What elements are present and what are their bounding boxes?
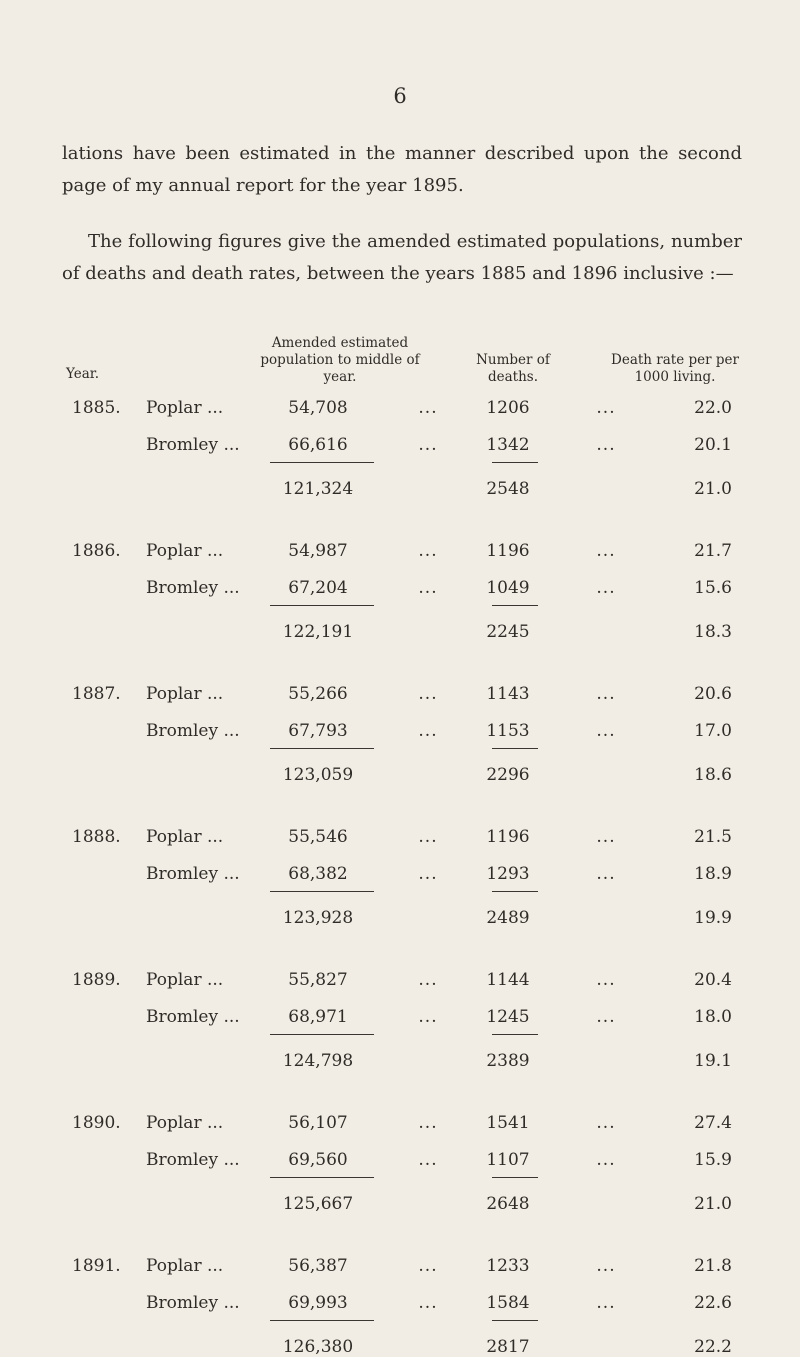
sum-rule [492, 605, 538, 606]
deaths-value: 1206 [486, 398, 530, 418]
leader-dots: ... [418, 684, 438, 704]
total-population: 123,059 [282, 765, 354, 785]
death-rate-value: 17.0 [694, 721, 732, 741]
leader-dots: ... [418, 1150, 438, 1170]
total-population: 124,798 [282, 1051, 354, 1071]
total-population: 125,667 [282, 1194, 354, 1214]
deaths-value: 1541 [486, 1113, 530, 1133]
year-label: 1891. [72, 1256, 121, 1276]
leader-dots: ... [596, 721, 616, 741]
population-value: 55,266 [288, 684, 348, 704]
year-label: 1888. [72, 827, 121, 847]
leader-dots: ... [418, 541, 438, 561]
sum-rule [492, 1177, 538, 1178]
deaths-value: 1342 [486, 435, 530, 455]
district-name: Bromley ... [146, 864, 240, 884]
district-name: Poplar ... [146, 1256, 224, 1276]
district-name: Poplar ... [146, 827, 224, 847]
leader-dots: ... [418, 398, 438, 418]
total-deaths: 2489 [486, 908, 530, 928]
population-value: 55,546 [288, 827, 348, 847]
leader-dots: ... [596, 435, 616, 455]
death-rate-value: 27.4 [694, 1113, 732, 1133]
population-value: 67,204 [288, 578, 348, 598]
leader-dots: ... [418, 1007, 438, 1027]
header-year: Year. [66, 366, 100, 382]
total-death-rate: 21.0 [694, 479, 732, 499]
year-label: 1889. [72, 970, 121, 990]
death-rate-value: 22.0 [694, 398, 732, 418]
death-rate-value: 18.9 [694, 864, 732, 884]
leader-dots: ... [596, 398, 616, 418]
deaths-value: 1293 [486, 864, 530, 884]
sum-rule [270, 1320, 374, 1321]
deaths-value: 1107 [486, 1150, 530, 1170]
population-value: 54,708 [288, 398, 348, 418]
leader-dots: ... [418, 1256, 438, 1276]
sum-rule [492, 748, 538, 749]
leader-dots: ... [596, 1113, 616, 1133]
death-rate-value: 15.9 [694, 1150, 732, 1170]
deaths-value: 1143 [486, 684, 530, 704]
population-value: 54,987 [288, 541, 348, 561]
death-rate-value: 20.1 [694, 435, 732, 455]
population-value: 56,387 [288, 1256, 348, 1276]
district-name: Poplar ... [146, 541, 224, 561]
total-death-rate: 19.9 [694, 908, 732, 928]
year-label: 1887. [72, 684, 121, 704]
leader-dots: ... [596, 684, 616, 704]
total-deaths: 2245 [486, 622, 530, 642]
leader-dots: ... [418, 578, 438, 598]
district-name: Poplar ... [146, 1113, 224, 1133]
total-deaths: 2817 [486, 1337, 530, 1357]
leader-dots: ... [596, 1007, 616, 1027]
deaths-value: 1233 [486, 1256, 530, 1276]
total-population: 121,324 [282, 479, 354, 499]
table-intro-paragraph: The following figures give the amended estimated populations, number of deaths and death rates, between the years 1885 and 1896 inclusive :— [62, 231, 742, 284]
sum-rule [270, 1177, 374, 1178]
death-rate-value: 20.6 [694, 684, 732, 704]
deaths-value: 1245 [486, 1007, 530, 1027]
leader-dots: ... [596, 1293, 616, 1313]
death-rate-value: 15.6 [694, 578, 732, 598]
population-value: 69,993 [288, 1293, 348, 1313]
death-rate-value: 22.6 [694, 1293, 732, 1313]
district-name: Bromley ... [146, 721, 240, 741]
population-value: 69,560 [288, 1150, 348, 1170]
population-value: 67,793 [288, 721, 348, 741]
total-population: 126,380 [282, 1337, 354, 1357]
population-value: 56,107 [288, 1113, 348, 1133]
deaths-value: 1584 [486, 1293, 530, 1313]
header-population: Amended estimated population to middle of year. [260, 335, 420, 385]
deaths-value: 1196 [486, 541, 530, 561]
deaths-value: 1196 [486, 827, 530, 847]
population-value: 55,827 [288, 970, 348, 990]
total-population: 122,191 [282, 622, 354, 642]
leader-dots: ... [418, 1113, 438, 1133]
leader-dots: ... [596, 1256, 616, 1276]
total-population: 123,928 [282, 908, 354, 928]
district-name: Bromley ... [146, 1293, 240, 1313]
deaths-value: 1153 [486, 721, 530, 741]
district-name: Bromley ... [146, 1150, 240, 1170]
year-label: 1890. [72, 1113, 121, 1133]
leader-dots: ... [418, 1293, 438, 1313]
leader-dots: ... [596, 970, 616, 990]
district-name: Bromley ... [146, 1007, 240, 1027]
year-label: 1885. [72, 398, 121, 418]
total-deaths: 2648 [486, 1194, 530, 1214]
district-name: Poplar ... [146, 398, 224, 418]
leader-dots: ... [596, 578, 616, 598]
district-name: Poplar ... [146, 970, 224, 990]
total-deaths: 2548 [486, 479, 530, 499]
intro-paragraph: lations have been estimated in the manner described upon the second page of my annual report for the year 1895. [62, 143, 742, 196]
sum-rule [270, 748, 374, 749]
population-value: 68,971 [288, 1007, 348, 1027]
leader-dots: ... [418, 435, 438, 455]
district-name: Bromley ... [146, 578, 240, 598]
header-deaths: Number of deaths. [476, 352, 550, 385]
year-label: 1886. [72, 541, 121, 561]
leader-dots: ... [418, 721, 438, 741]
sum-rule [492, 891, 538, 892]
population-value: 68,382 [288, 864, 348, 884]
sum-rule [492, 1320, 538, 1321]
header-rate: Death rate per per 1000 living. [611, 352, 739, 385]
death-rate-value: 18.0 [694, 1007, 732, 1027]
total-death-rate: 18.3 [694, 622, 732, 642]
sum-rule [270, 1034, 374, 1035]
sum-rule [492, 1034, 538, 1035]
leader-dots: ... [596, 827, 616, 847]
leader-dots: ... [596, 864, 616, 884]
sum-rule [492, 462, 538, 463]
death-rate-value: 20.4 [694, 970, 732, 990]
death-rate-value: 21.7 [694, 541, 732, 561]
death-rate-value: 21.8 [694, 1256, 732, 1276]
page-number: 6 [393, 84, 407, 108]
deaths-value: 1144 [486, 970, 530, 990]
sum-rule [270, 462, 374, 463]
leader-dots: ... [418, 864, 438, 884]
leader-dots: ... [596, 1150, 616, 1170]
leader-dots: ... [418, 827, 438, 847]
total-death-rate: 22.2 [694, 1337, 732, 1357]
total-deaths: 2389 [486, 1051, 530, 1071]
district-name: Poplar ... [146, 684, 224, 704]
leader-dots: ... [418, 970, 438, 990]
sum-rule [270, 891, 374, 892]
leader-dots: ... [596, 541, 616, 561]
total-deaths: 2296 [486, 765, 530, 785]
district-name: Bromley ... [146, 435, 240, 455]
deaths-value: 1049 [486, 578, 530, 598]
total-death-rate: 21.0 [694, 1194, 732, 1214]
total-death-rate: 18.6 [694, 765, 732, 785]
sum-rule [270, 605, 374, 606]
death-rate-value: 21.5 [694, 827, 732, 847]
total-death-rate: 19.1 [694, 1051, 732, 1071]
population-value: 66,616 [288, 435, 348, 455]
